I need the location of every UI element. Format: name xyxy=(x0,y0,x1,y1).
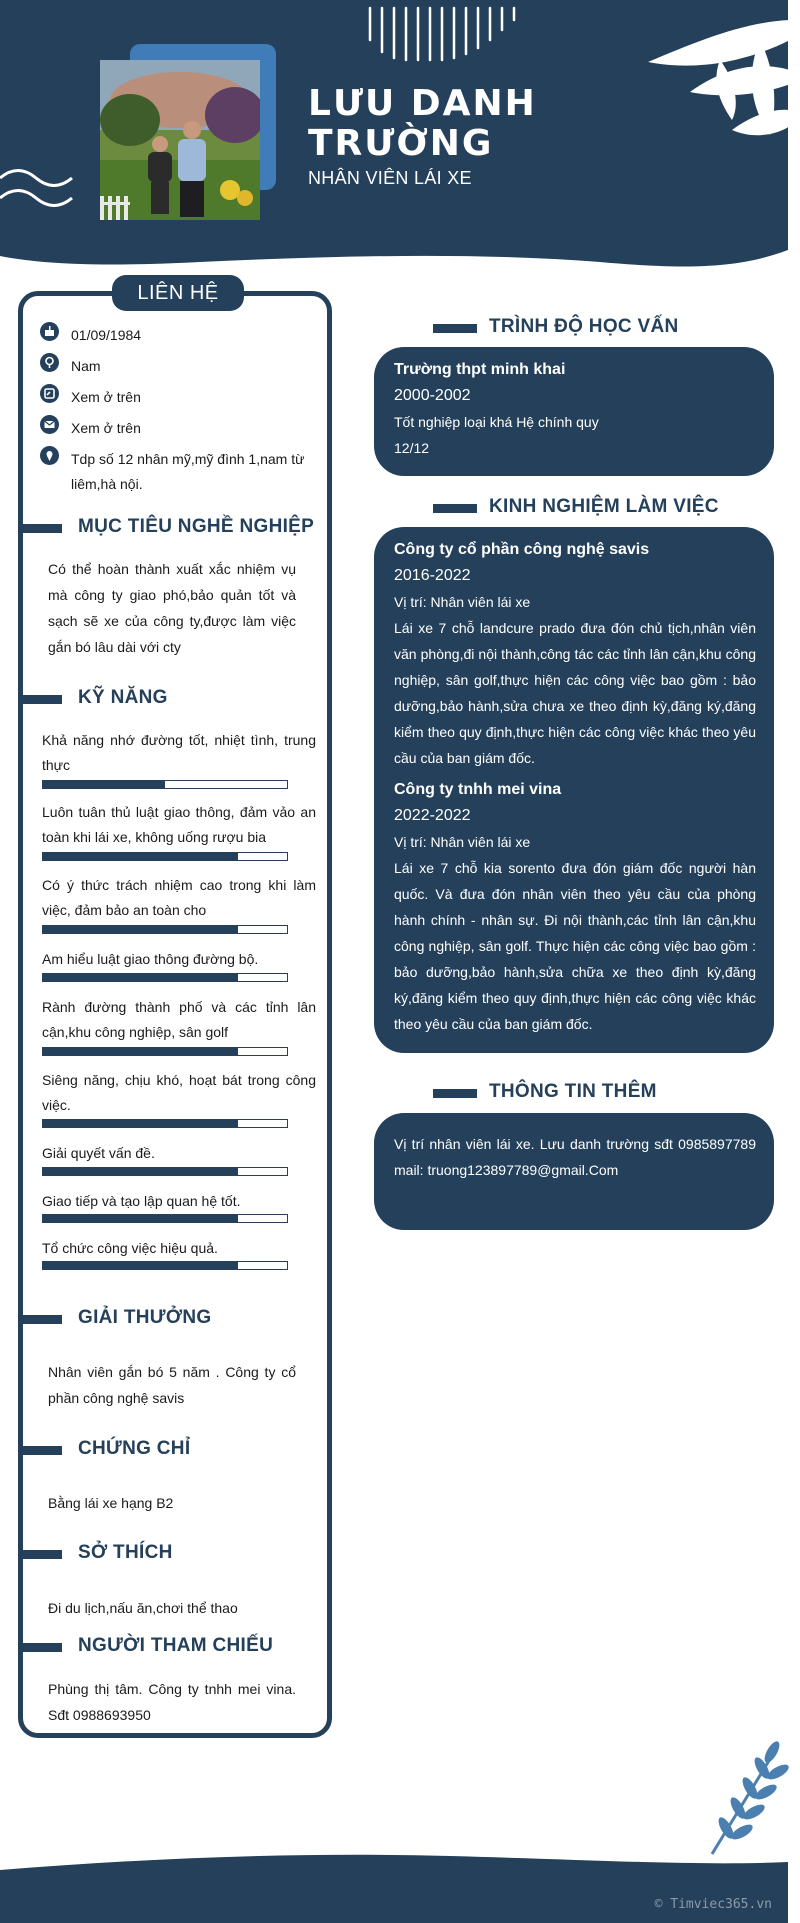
hobbies-heading-bar xyxy=(22,1550,62,1559)
objective-text: Có thể hoàn thành xuất xắc nhiệm vụ mà công ty giao phó,bảo quản tốt và sạch sẽ xe của công ty,được làm việc gắn bó lâu dài với cty xyxy=(48,561,296,655)
education-school: Trường thpt minh khai xyxy=(394,361,566,378)
contact-address: Tdp số 12 nhân mỹ,mỹ đình 1,nam từ liêm,hà nội. xyxy=(71,451,305,492)
skill-level-bar xyxy=(42,852,288,861)
job-1-position: Vị trí: Nhân viên lái xe xyxy=(394,594,531,610)
skill-label: Có ý thức trách nhiệm cao trong khi làm việc, đảm bảo an toàn cho xyxy=(42,877,316,918)
awards-heading: GIẢI THƯỞNG xyxy=(78,1307,212,1328)
skill-level-fill xyxy=(43,1168,238,1175)
references-text: Phùng thị tâm. Công ty tnhh mei vina. Sđt 0988693950 xyxy=(48,1681,296,1723)
skill-level-bar xyxy=(42,1214,288,1223)
skill-label: Siêng năng, chịu khó, hoạt bát trong công việc. xyxy=(42,1072,316,1113)
skill-level-bar xyxy=(42,925,288,934)
skill-level-bar xyxy=(42,780,288,789)
phone-icon xyxy=(40,384,59,403)
email-icon xyxy=(40,415,59,434)
skill-level-fill xyxy=(43,1215,238,1222)
contact-phone: Xem ở trên xyxy=(71,389,141,405)
skill-level-fill xyxy=(43,1120,238,1127)
education-grade: 12/12 xyxy=(394,440,430,456)
references-heading-bar xyxy=(22,1643,62,1652)
objective-heading: MỤC TIÊU NGHỀ NGHIỆP xyxy=(78,516,315,537)
skill-level-bar xyxy=(42,1261,288,1270)
certificates-text: Bằng lái xe hạng B2 xyxy=(48,1495,174,1511)
experience-card xyxy=(374,527,774,1053)
skill-level-fill xyxy=(43,853,238,860)
job-1-company: Công ty cổ phần công nghệ savis xyxy=(394,541,650,558)
additional-card xyxy=(374,1113,774,1230)
education-heading: TRÌNH ĐỘ HỌC VẤN xyxy=(489,316,679,337)
experience-heading-bar xyxy=(433,504,477,513)
additional-heading-bar xyxy=(433,1089,477,1098)
job-title: NHÂN VIÊN LÁI XE xyxy=(308,168,472,188)
skill-label: Am hiểu luật giao thông đường bộ. xyxy=(42,951,259,967)
job-1-description: Lái xe 7 chỗ landcure prado đưa đón chủ tịch,nhân viên văn phòng,đi nội thành,công tác các tỉnh lân cận,khu công nghiệp, sân golf,thực hiện các công việc bao gồm : bảo dưỡng,bảo hành,sửa chưa xe theo định kỳ,đăng ký,đăng kiểm theo quy định,thực hiện các công việc khác theo yêu cầu của ban giám đốc. xyxy=(394,620,756,766)
hobbies-text: Đi du lịch,nấu ăn,chơi thể thao xyxy=(48,1600,238,1616)
skills-heading-bar xyxy=(22,695,62,704)
contact-heading: LIÊN HỆ xyxy=(112,275,244,311)
awards-heading-bar xyxy=(22,1315,62,1324)
skill-label: Tổ chức công việc hiệu quả. xyxy=(42,1240,218,1256)
job-1-years: 2016-2022 xyxy=(394,567,471,584)
name-line-2: TRƯỜNG xyxy=(308,123,494,164)
contact-birthday: 01/09/1984 xyxy=(71,327,142,343)
watermark: © Timviec365.vn xyxy=(654,1897,772,1912)
job-2-description: Lái xe 7 chỗ kia sorento đưa đón giám đốc người hàn quốc. Và đưa đón nhân viên theo yêu cầu của phòng hành chính - nhân sự. Đi nội thành,các tỉnh lân cận,khu công nghiệp, sân golf. Thực hiện các công việc bao gồm : bảo dưỡng,bảo hành,sửa chữa xe theo định kỳ,đăng ký,đăng kiểm theo quy định,thực hiện các công việc khác theo yêu cầu của ban giám đốc. xyxy=(394,860,756,1032)
hobbies-heading: SỞ THÍCH xyxy=(78,1542,173,1563)
skill-level-bar xyxy=(42,973,288,982)
skill-level-fill xyxy=(43,781,165,788)
skill-level-bar xyxy=(42,1167,288,1176)
skills-heading: KỸ NĂNG xyxy=(78,687,168,708)
candidate-name xyxy=(308,84,728,164)
skill-label: Luôn tuân thủ luật giao thông, đảm vảo an toàn khi lái xe, không uống rượu bia xyxy=(42,804,316,845)
job-2-years: 2022-2022 xyxy=(394,807,471,824)
location-pin-icon xyxy=(40,446,59,465)
skill-level-fill xyxy=(43,1048,238,1055)
cake-icon xyxy=(40,322,59,341)
additional-heading: THÔNG TIN THÊM xyxy=(489,1081,657,1102)
skill-label: Rành đường thành phố và các tỉnh lân cận,khu công nghiệp, sân golf xyxy=(42,999,316,1040)
job-2-company: Công ty tnhh mei vina xyxy=(394,781,562,798)
education-heading-bar xyxy=(433,324,477,333)
contact-gender: Nam xyxy=(71,358,101,374)
name-line-1: LƯU DANH xyxy=(308,83,537,124)
skill-level-bar xyxy=(42,1047,288,1056)
skill-level-bar xyxy=(42,1119,288,1128)
certificates-heading: CHỨNG CHỈ xyxy=(78,1438,191,1459)
experience-heading: KINH NGHIỆM LÀM VIỆC xyxy=(489,496,719,517)
references-heading: NGƯỜI THAM CHIẾU xyxy=(78,1635,274,1656)
contact-email: Xem ở trên xyxy=(71,420,141,436)
skill-level-fill xyxy=(43,1262,238,1269)
education-card xyxy=(374,347,774,476)
skill-level-fill xyxy=(43,926,238,933)
job-2-position: Vị trí: Nhân viên lái xe xyxy=(394,834,531,850)
awards-text: Nhân viên gắn bó 5 năm . Công ty cổ phần công nghệ savis xyxy=(48,1364,296,1406)
education-years: 2000-2002 xyxy=(394,387,471,404)
skill-label: Giải quyết vấn đề. xyxy=(42,1145,155,1161)
objective-heading-bar xyxy=(22,524,62,533)
profile-photo xyxy=(100,60,260,220)
skill-level-fill xyxy=(43,974,238,981)
education-detail: Tốt nghiệp loại khá Hệ chính quy xyxy=(394,414,599,430)
gender-icon xyxy=(40,353,59,372)
skill-label: Giao tiếp và tạo lập quan hệ tốt. xyxy=(42,1193,241,1209)
skill-label: Khả năng nhớ đường tốt, nhiệt tình, trung thực xyxy=(42,732,316,773)
additional-text: Vị trí nhân viên lái xe. Lưu danh trường sđt 0985897789 mail: truong123897789@gmail.Com xyxy=(394,1136,756,1178)
certificates-heading-bar xyxy=(22,1446,62,1455)
